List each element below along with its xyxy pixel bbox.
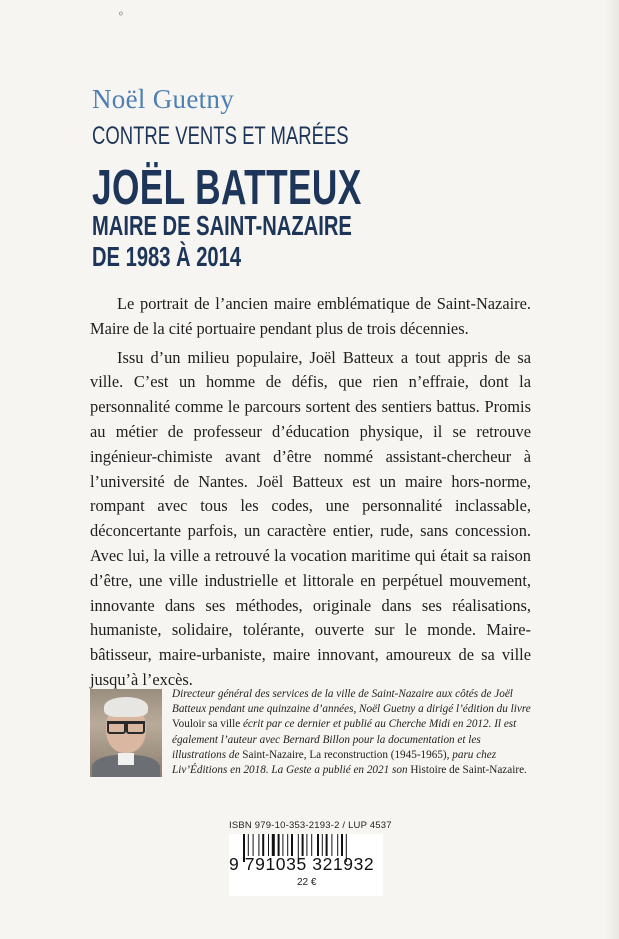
cover-edge-shadow [605, 0, 619, 939]
title-line-dates: DE 1983 À 2014 [92, 241, 242, 272]
author-photo [90, 689, 162, 777]
title-line-role: MAIRE DE SAINT-NAZAIRE [92, 210, 352, 241]
photo-hair [104, 697, 148, 717]
barcode-bar [341, 834, 343, 856]
author-name: Noël Guetny [92, 84, 235, 114]
barcode-bar [287, 834, 288, 856]
blurb [90, 292, 531, 693]
bio-book-1: Vouloir sa ville [172, 718, 241, 731]
photo-glasses [107, 721, 145, 734]
bio-text-2: écrit par ce dernier et publié au Cherche Midi en 2012. Il est également l’auteur avec Bernard Billon pour la documentation et les illustrations de [172, 718, 517, 761]
barcode-bar [337, 834, 338, 856]
barcode-bar [253, 834, 254, 856]
blurb-paragraph-1: Le portrait de l’ancien maire emblématique de Saint-Nazaire. Maire de la cité portuaire pendant plus de trois décennies. [90, 294, 531, 338]
bio-book-3: Histoire de Saint-Nazaire [410, 764, 525, 777]
author-bio [172, 687, 532, 778]
bio-text-1: Directeur général des services de la ville de Saint-Nazaire aux côtés de Joël Batteux pendant une quinzaine d’années, Noël Guetny a dirigé l’édition du livre [172, 688, 531, 716]
barcode-bar [258, 834, 259, 856]
barcode-bar [302, 834, 304, 856]
barcode-bar [262, 834, 264, 856]
title-main: JOËL BATTEUX [92, 161, 362, 215]
scan-speck: ⸰ [118, 9, 124, 20]
blurb-paragraph-2: Issu d’un milieu populaire, Joël Batteux a tout appris de sa ville. C’est un homme de défis, que rien n’effraie, dont la personnalité comme le parcours sortent des sentiers battus. Promis au métier de professeur d’éducation physique, il se retrouve ingénieur-chimiste avant d’être nommé assistant-chercheur à l’université de Nantes. Joël Batteux est un maire hors-norme, rompant avec tous les codes, une personnalité inclassable, déconcertante parfois, un caractère entier, rude, sans concession. Avec lui, la ville a retrouvé la vocation maritime qui était sa raison d’être, une ville industrielle et littorale en perpétuel mouvement, innovante dans ses méthodes, originale dans ses réalisations, humaniste, solidaire, tolérante, ouverte sur le monde. Maire-bâtisseur, maire-urbaniste, maire innovant, amoureux de sa ville jusqu’à l’excès. [90, 347, 531, 689]
isbn-text: ISBN 979-10-353-2193-2 / LUP 4537 [229, 820, 392, 831]
barcode-bar [326, 834, 328, 856]
bio-text-3: , paru chez Liv’Éditions en 2018. La Geste a publié en 2021 son [172, 748, 497, 777]
price: 22 € [297, 877, 317, 888]
barcode-bar [322, 834, 323, 856]
barcode-bar [268, 834, 269, 856]
barcode-bar [248, 834, 249, 856]
barcode-bar [282, 834, 283, 856]
barcode-bar [272, 834, 275, 856]
title-subtitle: CONTRE VENTS ET MARÉES [92, 122, 349, 150]
barcode-bar [311, 834, 312, 856]
photo-collar [118, 753, 134, 765]
barcode-bar [278, 834, 280, 856]
bio-text-4: . [524, 764, 527, 777]
barcode-number: 9 791035 321932 [229, 854, 375, 874]
barcode-bar [317, 834, 319, 856]
barcode-bar [291, 834, 293, 856]
bio-book-2: Saint-Nazaire, La reconstruction (1945-1965) [242, 748, 447, 761]
barcode-bar [306, 834, 307, 856]
barcode-bar [331, 834, 332, 856]
